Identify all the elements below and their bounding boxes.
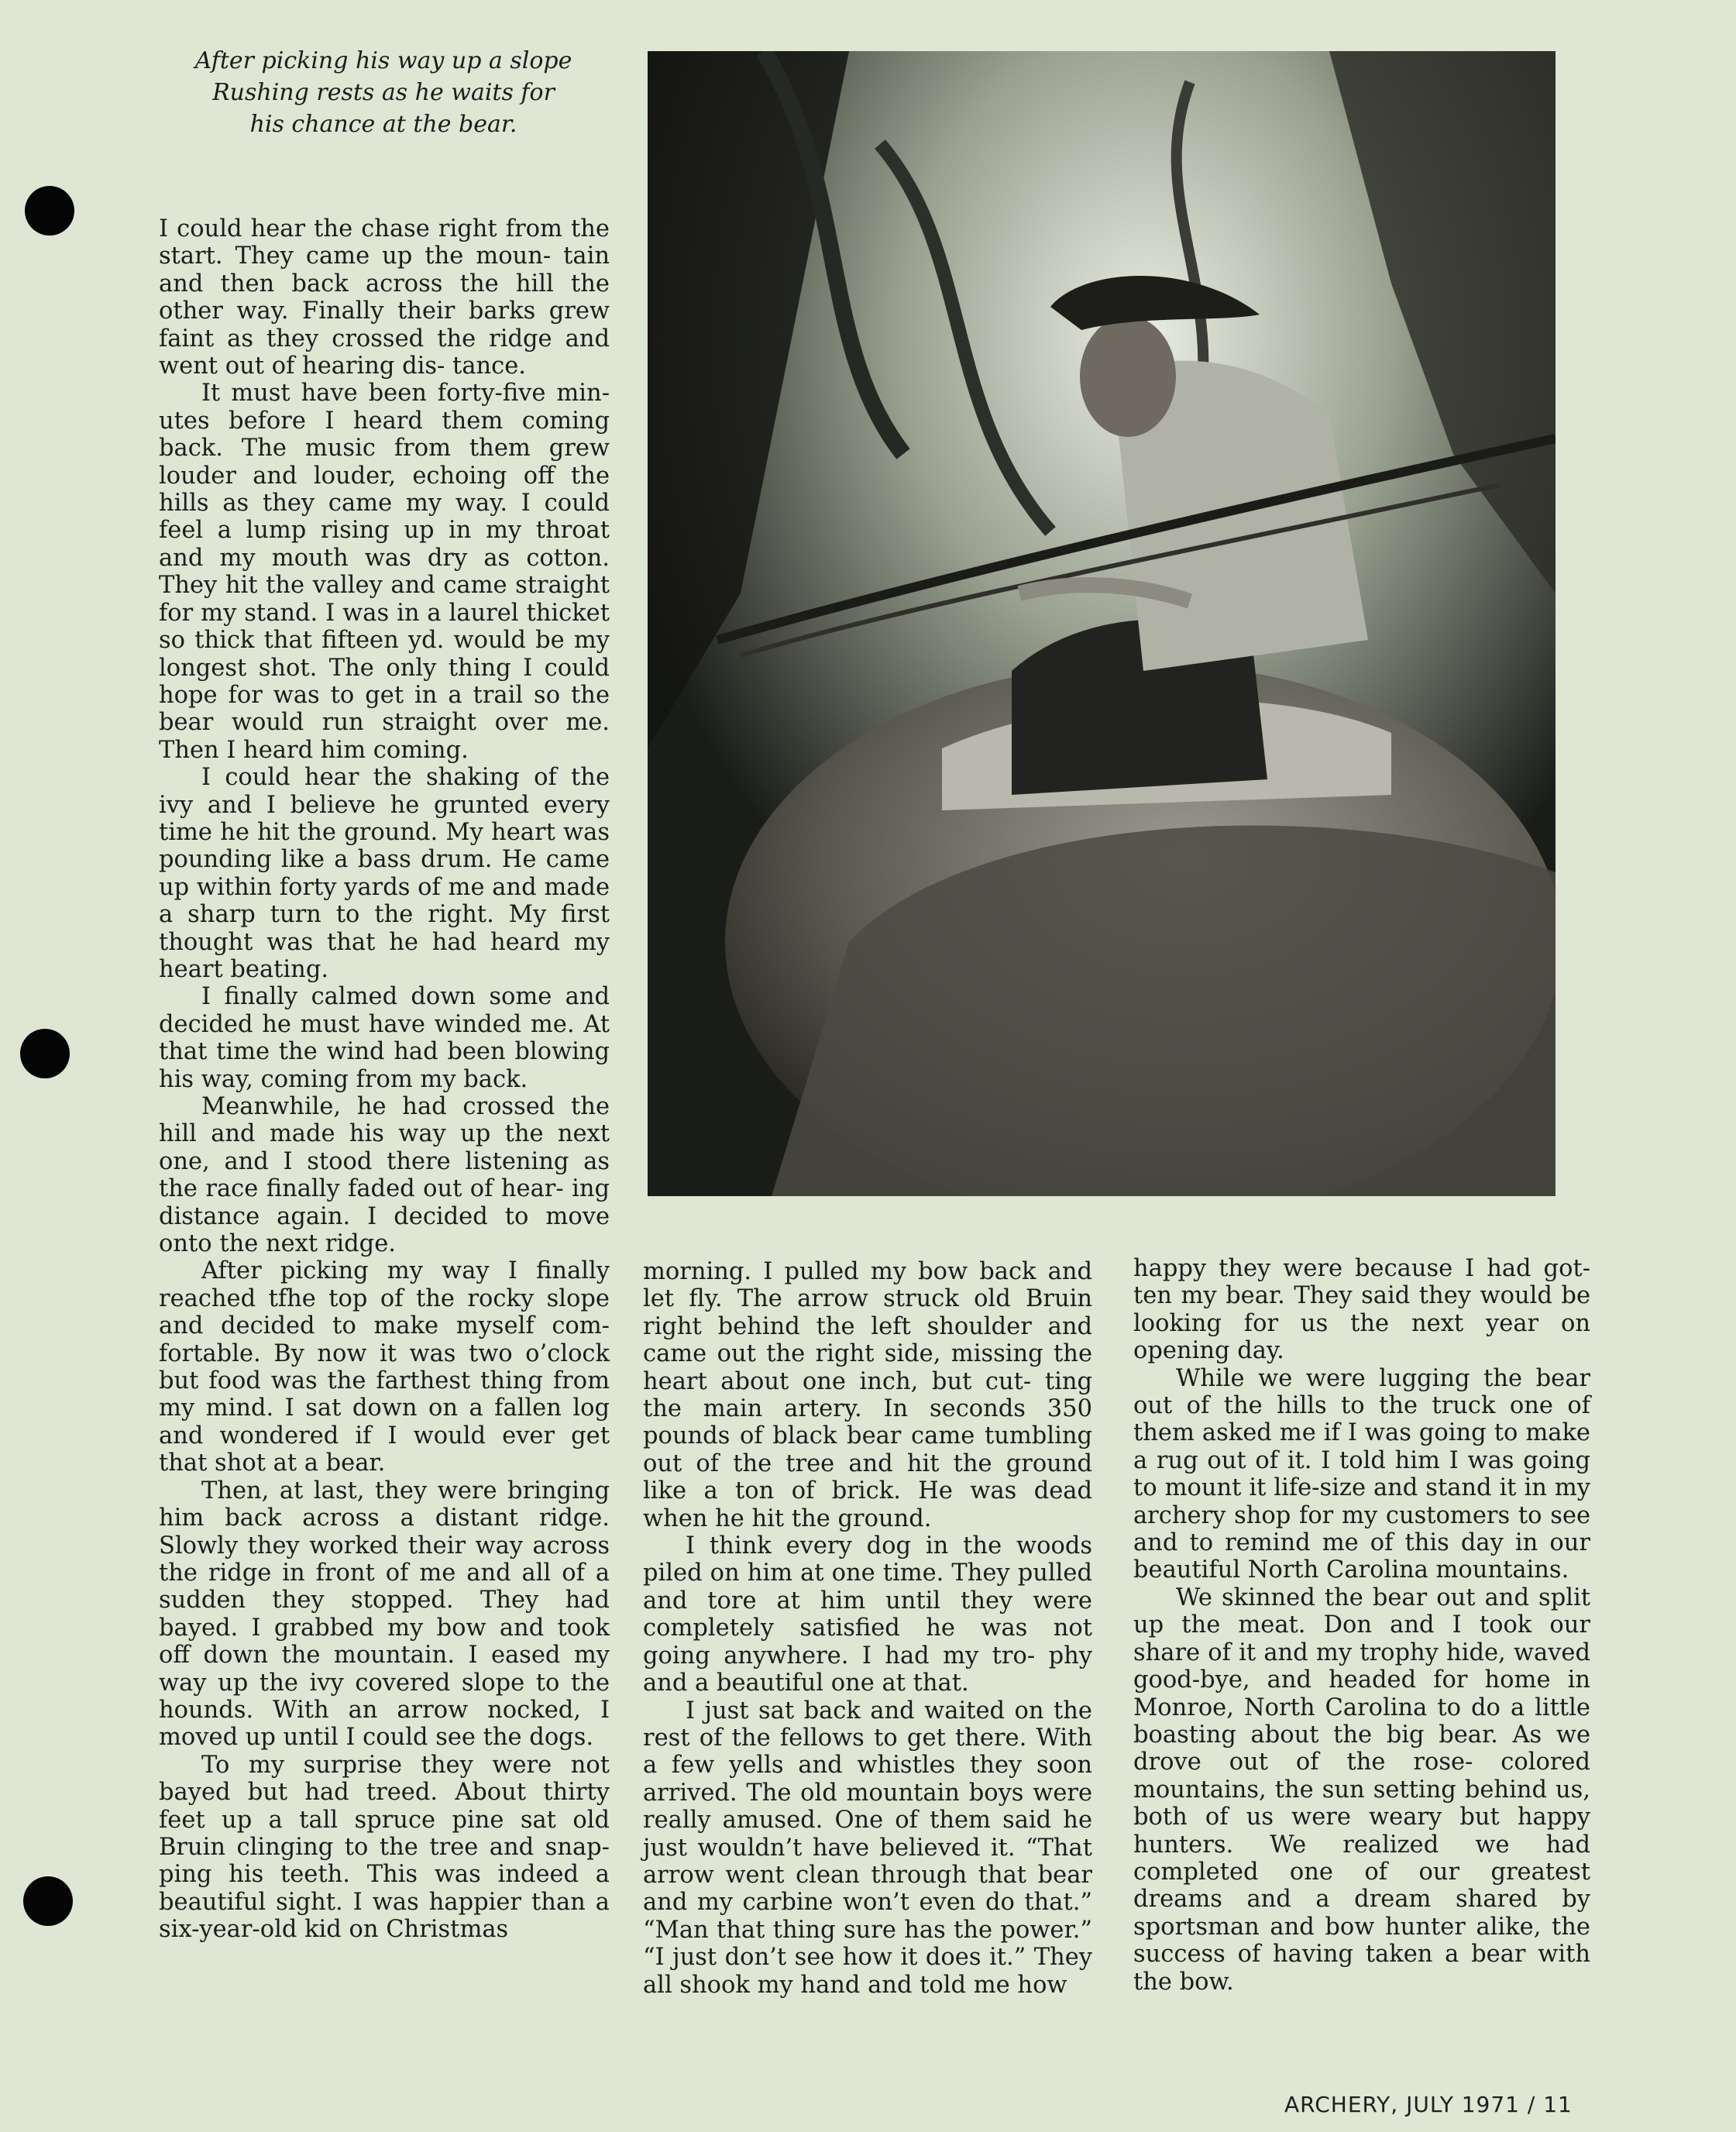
caption-line-2: Rushing rests as he waits for bbox=[212, 79, 555, 106]
col1-paragraph-6: After picking my way I finally reached tfhe top of the rocky slope and decided to make myself com- fortable. By now it was two o’clock but food was the farthest thing from my mind. I sat down on a fallen log and wondered if I would ever get that shot at a bear. bbox=[159, 1257, 610, 1477]
binder-hole-bottom bbox=[23, 1876, 73, 1926]
caption-line-3: his chance at the bear. bbox=[249, 111, 517, 138]
hunter-photo-illustration bbox=[648, 51, 1556, 1196]
col2-paragraph-3: I just sat back and waited on the rest of the fellows to get there. With a few yells and whistles they soon arrived. The old mountain boys were really amused. One of them said he just wouldn’t have believed it. “That arrow went clean through that bear and my carbine won’t even do that.” “Man that thing sure has the power.” “I just don’t see how it does it.” They all shook my hand and told me how bbox=[643, 1697, 1092, 1999]
binder-hole-top bbox=[25, 186, 74, 236]
col1-paragraph-3: I could hear the shaking of the ivy and I believe he grunted every time he hit the ground. My heart was pounding like a bass drum. He came up within forty yards of me and made a sharp turn to the right. My first thought was that he had heard my heart beating. bbox=[159, 764, 610, 983]
caption-line-1: After picking his way up a slope bbox=[194, 47, 572, 74]
col3-paragraph-1: happy they were because I had got- ten my bear. They said they would be looking for us the next year on opening day. bbox=[1133, 1255, 1590, 1365]
text-column-1 bbox=[159, 215, 610, 1944]
col1-paragraph-2: It must have been forty-five min- utes before I heard them coming back. The music from them grew louder and louder, echoing off the hills as they came my way. I could feel a lump rising up in my throat and my mouth was dry as cotton. They hit the valley and came straight for my stand. I was in a laurel thicket so thick that fifteen yd. would be my longest shot. The only thing I could hope for was to get in a trail so the bear would run straight over me. Then I heard him coming. bbox=[159, 380, 610, 764]
hunter-photo bbox=[648, 51, 1556, 1196]
col3-paragraph-2: While we were lugging the bear out of the hills to the truck one of them asked me if I was going to make a rug out of it. I told him I was going to mount it life-size and stand it in my archery shop for my customers to see and to remind me of this day in our beautiful North Carolina mountains. bbox=[1133, 1364, 1590, 1584]
col2-paragraph-2: I think every dog in the woods piled on him at one time. They pulled and tore at him until they were completely satisfied he was not going anywhere. I had my tro- phy and a beautiful one at that. bbox=[643, 1532, 1092, 1697]
col1-paragraph-1: I could hear the chase right from the start. They came up the moun- tain and then back across the hill the other way. Finally their barks grew faint as they crossed the ridge and went out of hearing dis- tance. bbox=[159, 215, 610, 380]
page-footer: ARCHERY, JULY 1971 / 11 bbox=[1284, 2092, 1573, 2117]
text-column-3 bbox=[1133, 1255, 1590, 1996]
col1-paragraph-5: Meanwhile, he had crossed the hill and made his way up the next one, and I stood there listening as the race finally faded out of hear- ing distance again. I decided to move onto the next ridge. bbox=[159, 1093, 610, 1258]
col2-paragraph-1: morning. I pulled my bow back and let fly. The arrow struck old Bruin right behind the left shoulder and came out the right side, missing the heart about one inch, but cut- ting the main artery. In seconds 350 pounds of black bear came tumbling out of the tree and hit the ground like a ton of brick. He was dead when he hit the ground. bbox=[643, 1258, 1092, 1532]
text-column-2 bbox=[643, 1258, 1092, 1999]
photo-caption bbox=[159, 45, 608, 140]
col1-paragraph-8: To my surprise they were not bayed but had treed. About thirty feet up a tall spruce pine sat old Bruin clinging to the tree and snap- ping his teeth. This was indeed a beautiful sight. I was happier than a six-year-old kid on Christmas bbox=[159, 1751, 610, 1944]
col1-paragraph-7: Then, at last, they were bringing him back across a distant ridge. Slowly they worked their way across the ridge in front of me and all of a sudden they stopped. They had bayed. I grabbed my bow and took off down the mountain. I eased my way up the ivy covered slope to the hounds. With an arrow nocked, I moved up until I could see the dogs. bbox=[159, 1477, 610, 1752]
col3-paragraph-3: We skinned the bear out and split up the meat. Don and I took our share of it and my trophy hide, waved good-bye, and headed for home in Monroe, North Carolina to do a little boasting about the big bear. As we drove out of the rose- colored mountains, the sun setting behind us, both of us were weary but happy hunters. We realized we had completed one of our greatest dreams and a dream shared by sportsman and bow hunter alike, the success of having taken a bear with the bow. bbox=[1133, 1584, 1590, 1996]
col1-paragraph-4: I finally calmed down some and decided he must have winded me. At that time the wind had been blowing his way, coming from my back. bbox=[159, 983, 610, 1093]
binder-hole-middle bbox=[20, 1029, 70, 1078]
